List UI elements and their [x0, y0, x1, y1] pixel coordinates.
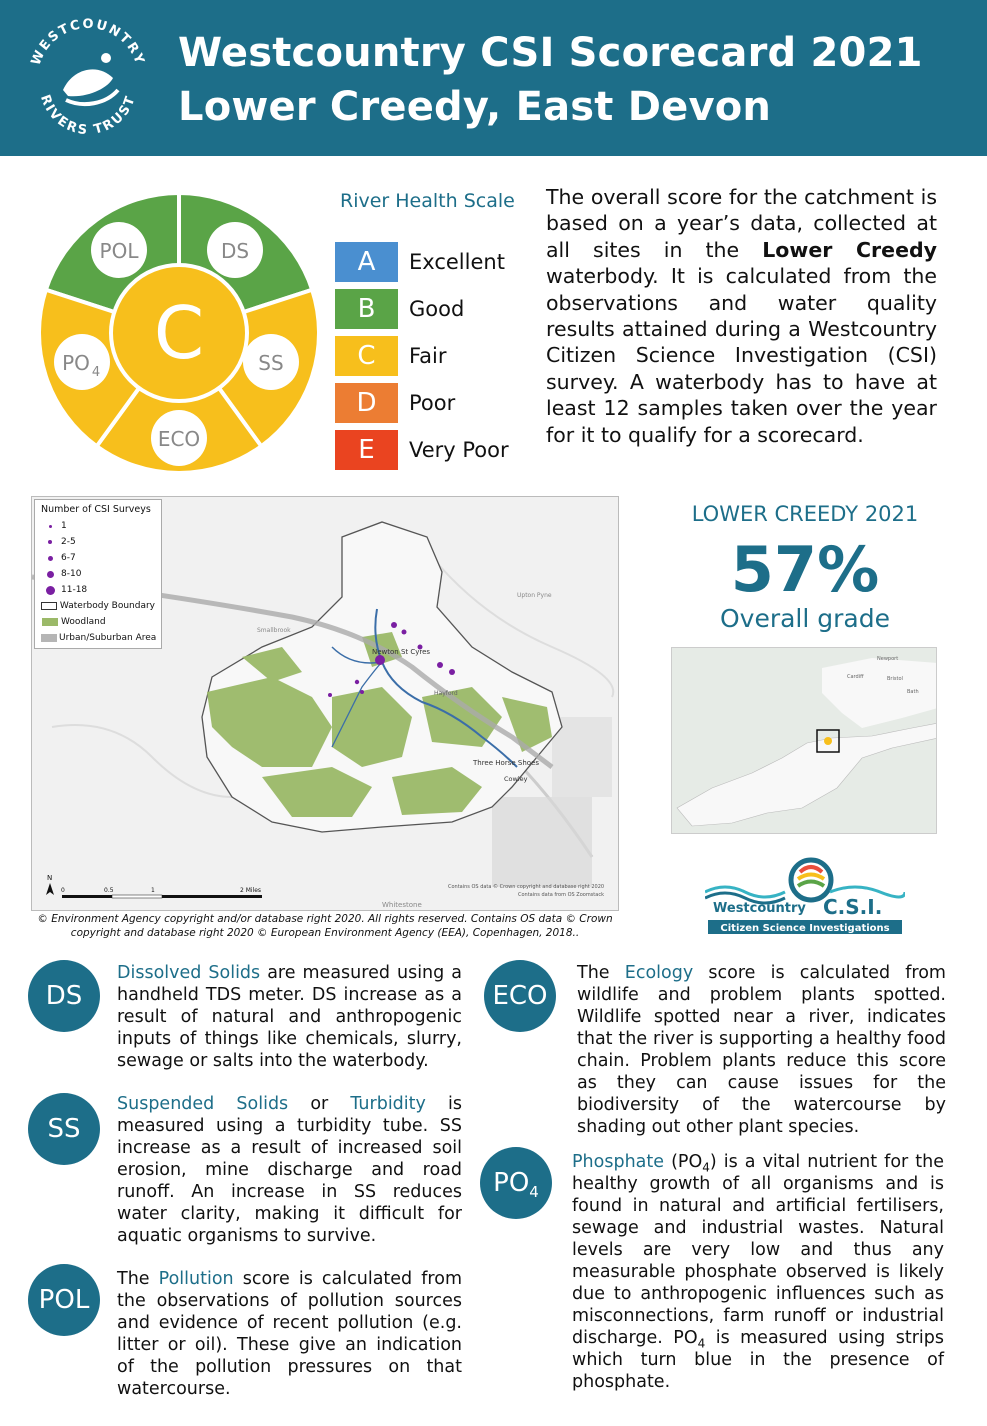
ds-description: Dissolved Solids are measured using a handheld TDS meter. DS increase as a result of natural and anthropogenic inputs of things like chemicals, slurry, sewage or salts into the waterbody.: [117, 963, 462, 1071]
svg-text:N: N: [47, 874, 53, 882]
ss-badge: SS: [28, 1093, 100, 1165]
header-banner: [0, 0, 987, 156]
po4-description: Phosphate $(PO_4)$ is a vital nutrient for the healthy growth of all organisms and is found in natural and artificial fertilisers, sewage and industrial wastes. Natural levels are very low and thus any measurable phosphate observed is likely due to anthropogenic influences such as misconnections, farm runoff or industrial discharge. $PO_4$ is measured using strips which turn blue in the presence of phosphate.: [572, 1152, 944, 1392]
svg-text:Hayford: Hayford: [434, 690, 458, 697]
svg-text:1: 1: [151, 887, 155, 894]
catchment-map: [31, 496, 619, 911]
intro-paragraph: The overall score for the catchment is based on a year’s data, collected at all sites in the Lower Creedy waterbody. It is calculated from the observations and water quality results attained during a Westcountry Citizen Science Investigation (CSI) survey. A waterbody has to have at least 12 samples taken over the year for it to qualify for a scorecard.: [546, 185, 938, 447]
scale-label-c: Fair: [409, 344, 447, 368]
wheel-label-pol: POL: [99, 239, 139, 263]
scale-row-a: [335, 242, 515, 282]
map-legend: Number of CSI Surveys 1 2-5 6-7 8-10 11-18 Waterbody Boundary Woodland Urban/Suburban Area: [34, 499, 162, 649]
ds-badge: DS: [28, 960, 100, 1032]
svg-text:Upton Pyne: Upton Pyne: [517, 592, 552, 599]
svg-text:Newport: Newport: [877, 656, 899, 662]
svg-text:Cowley: Cowley: [504, 775, 528, 783]
overall-grade-letter: C: [153, 291, 205, 375]
page-title-line2: Lower Creedy, East Devon: [178, 84, 772, 130]
river-health-scale-title: River Health Scale: [340, 190, 515, 212]
svg-text:0.5: 0.5: [104, 887, 114, 894]
svg-text:C.S.I.: C.S.I.: [823, 895, 883, 919]
result-title: LOWER CREEDY 2021: [691, 502, 919, 526]
svg-text:Westcountry: Westcountry: [713, 901, 806, 916]
svg-text:Bristol: Bristol: [887, 676, 903, 682]
overall-percent: 57%: [730, 533, 880, 606]
scale-label-d: Poor: [409, 391, 456, 415]
eco-badge: ECO: [484, 960, 556, 1032]
westcountry-csi-logo: [705, 852, 905, 938]
svg-text:Smallbrook: Smallbrook: [257, 627, 291, 634]
svg-text:Whitestone: Whitestone: [382, 901, 422, 909]
waterbody-name: Lower Creedy: [762, 237, 938, 262]
ss-description: Suspended Solids or Turbidity is measured using a turbidity tube. SS increase as a result of increased soil erosion, mine discharge and road runoff. An increase in SS reduces water clarity, making it difficult for aquatic organisms to survive.: [117, 1094, 462, 1246]
scale-label-b: Good: [409, 297, 465, 321]
pol-description: The Pollution score is calculated from the observations of pollution sources and evidence of recent pollution (e.g. litter or oil). These give an indication of the pollution pressures on that watercourse.: [117, 1269, 462, 1399]
svg-text:Contains data from OS Zoomstac: Contains data from OS Zoomstack: [518, 892, 604, 898]
scale-row-c: [335, 336, 515, 376]
svg-text:Citizen Science Investigations: Citizen Science Investigations: [720, 923, 890, 934]
westcountry-rivers-trust-logo: [18, 8, 158, 148]
scale-row-e: [335, 430, 515, 470]
wheel-label-eco: ECO: [157, 427, 201, 451]
svg-text:Bath: Bath: [907, 689, 919, 695]
scale-row-d: [335, 383, 515, 423]
svg-text:Newton St Cyres: Newton St Cyres: [372, 648, 431, 656]
location-inset-map: [671, 647, 937, 834]
svg-text:0: 0: [61, 887, 65, 894]
scale-letter-c: C: [335, 336, 398, 376]
wheel-label-po4-sub: 4: [91, 365, 101, 380]
scale-letter-a: A: [335, 242, 398, 282]
scale-letter-d: D: [335, 383, 398, 423]
scale-letter-e: E: [335, 430, 398, 470]
wheel-label-po4: PO: [62, 351, 90, 375]
map-copyright-caption: © Environment Agency copyright and/or database right 2020. All rights reserved. Contains OS data © Crown copyright and database right 2020 © European Environment Agency (EEA), Copenhagen, 2018..: [37, 913, 613, 939]
svg-text:RIVERS TRUST: RIVERS TRUST: [37, 92, 139, 139]
scale-letter-b: B: [335, 289, 398, 329]
legend-title: Number of CSI Surveys: [41, 504, 151, 515]
svg-text:2 Miles: 2 Miles: [240, 887, 262, 894]
page-title-line1: Westcountry CSI Scorecard 2021: [178, 30, 923, 76]
wheel-label-ss: SS: [258, 351, 284, 375]
score-wheel: [34, 188, 324, 478]
eco-description: The Ecology score is calculated from wildlife and problem plants spotted. Wildlife spotted near a river, indicates that the river is supporting a healthy food chain. Problem plants reduce this score as they can cause issues for the biodiversity of the watercourse by shading out other plant species.: [577, 963, 946, 1137]
svg-text:WESTCOUNTRY: WESTCOUNTRY: [28, 16, 148, 68]
scale-label-a: Excellent: [409, 250, 505, 274]
overall-grade-label: Overall grade: [719, 604, 890, 633]
svg-text:Three Horse Shoes: Three Horse Shoes: [473, 759, 539, 767]
pol-badge: POL: [28, 1264, 100, 1336]
svg-text:Cardiff: Cardiff: [847, 674, 864, 680]
wheel-label-ds: DS: [220, 239, 250, 263]
svg-text:Contains OS data © Crown copyr: Contains OS data © Crown copyright and database right 2020: [448, 884, 605, 890]
po4-badge: $PO_4$: [480, 1147, 552, 1219]
scale-row-b: [335, 289, 515, 329]
scale-label-e: Very Poor: [409, 438, 509, 462]
